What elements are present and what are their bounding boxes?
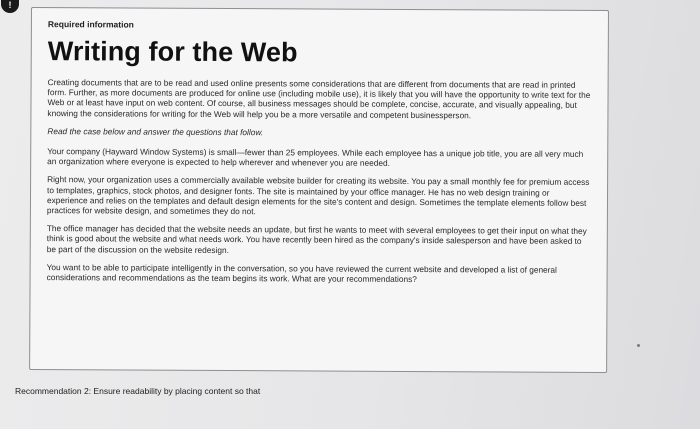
card-label: Required information [47, 19, 134, 30]
alert-icon[interactable]: ! [1, 0, 19, 13]
case-paragraph-company: Your company (Hayward Window Systems) is small—fewer than 25 employees. While each employee has a unique job title, you are all very much an organization where everyone is expected to help wherever and whenever you are needed. [47, 146, 584, 169]
case-paragraph-recommendations: You want to be able to participate intelligently in the conversation, so you have reviewed the current website and developed a list of general considerations and recommendations as the team begins its work. What are your recommendations? [46, 261, 557, 285]
required-information-card [29, 7, 609, 373]
recommendation-prompt: Recommendation 2: Ensure readability by placing content so that [15, 386, 261, 396]
case-paragraph-office-manager: The office manager has decided that the website needs an update, but first he wants to meet with several employees to get their input on what they think is good about the website and what needs work. You have recently been hired as the company's inside salesperson and have been asked to be part of the discussion on the website redesign. [46, 223, 587, 255]
instruction-paragraph: Read the case below and answer the questions that follow. [47, 125, 264, 138]
scroll-indicator [637, 344, 640, 347]
case-paragraph-website-builder: Right now, your organization uses a commercially available website builder for creating its website. You pay a small monthly fee for premium access to templates, graphics, stock photos, and designer fonts. The site is maintained by your office manager. He has no web design training or experience and relies on the templates and default design elements for the site's content and design. Sometimes the template elements follow best practices for website design, and sometimes they do not. [46, 174, 590, 217]
card-title: Writing for the Web [47, 36, 298, 68]
intro-paragraph: Creating documents that are to be read and used online presents some considerations that are different from documents that are read in printed form. Further, as more documents are produced for online use (including mobile use), it is likely that you will have the opportunity to write text for the Web or at least have input on web content. Of course, all business messages should be complete, concise, accurate, and visually appealing, but knowing the considerations for writing for the Web will help you be a more versatile and competent businessperson. [47, 77, 591, 120]
